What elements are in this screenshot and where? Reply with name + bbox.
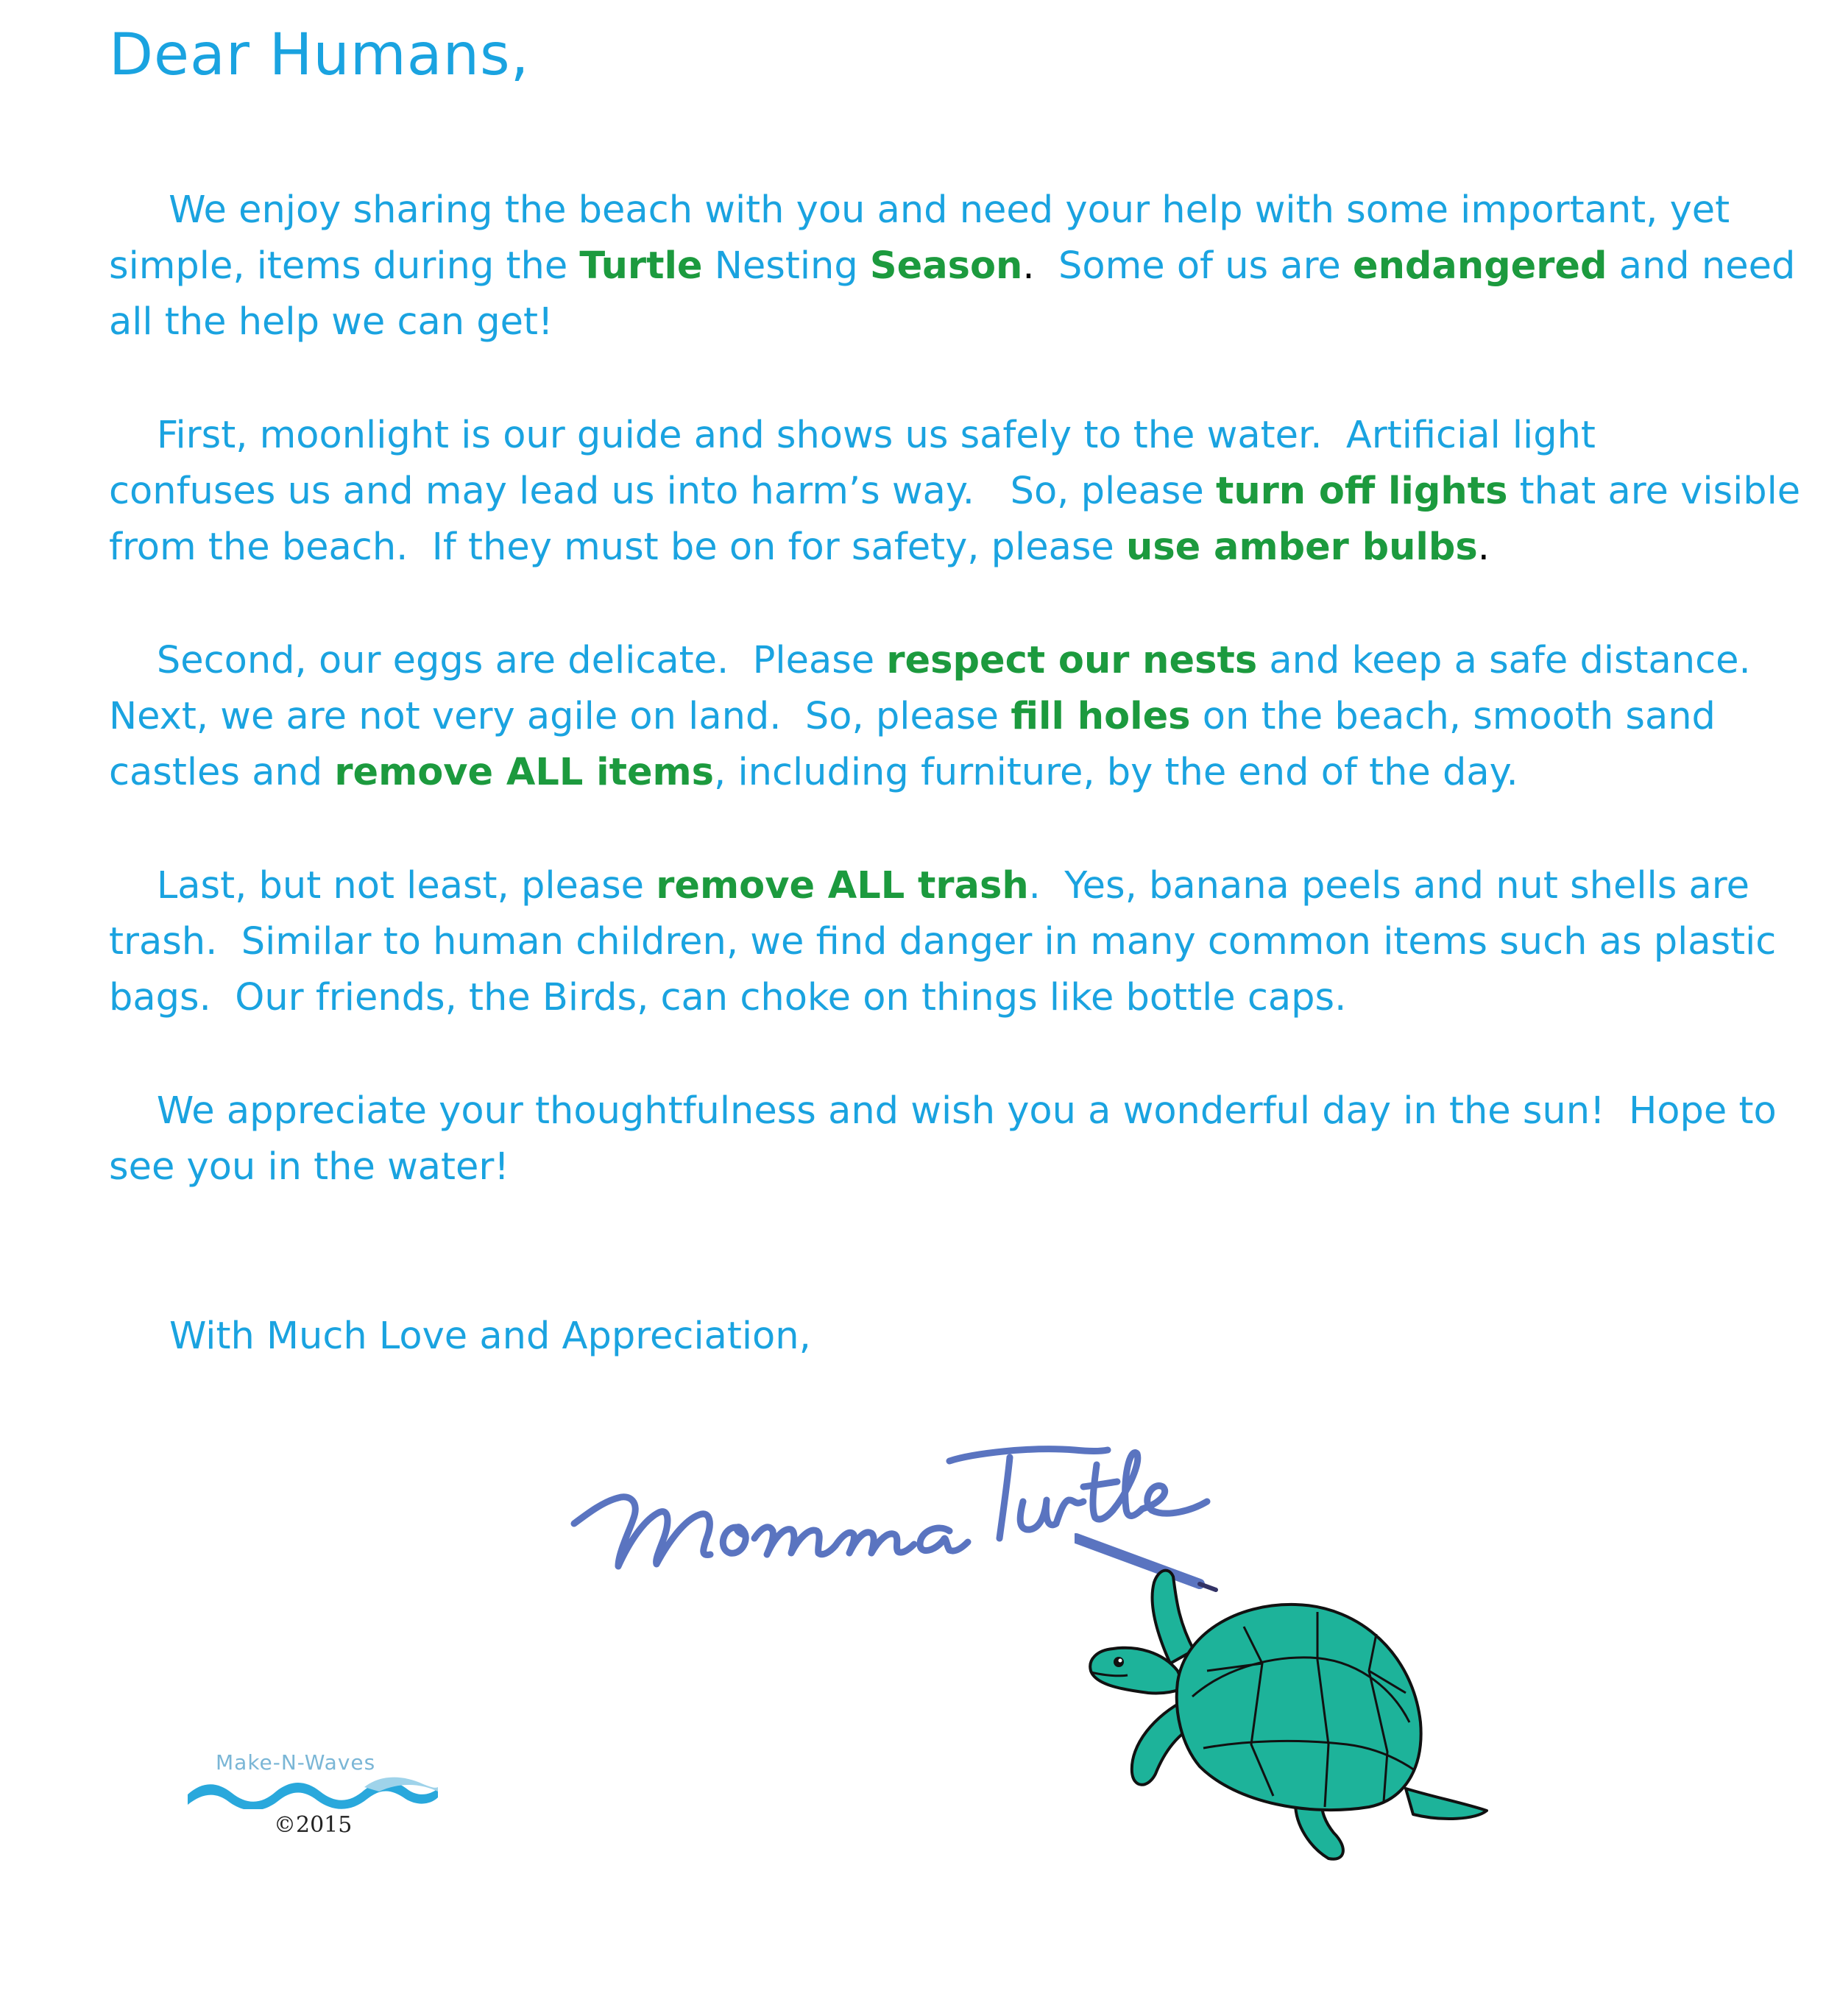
paragraph-text: Nesting: [702, 244, 870, 288]
paragraph-text: We appreciate your thoughtfulness and wish you a wonderful day in the sun! Hope to see you in the water!: [109, 1089, 1777, 1189]
paragraph-text: . Yes, banana peels and nut shells are trash. Similar to human children, we find danger in many common items such as plastic bags. Our friends, the Birds, can choke on things like bottle caps.: [109, 864, 1777, 1019]
paragraph-text: Some of us are: [1034, 244, 1354, 288]
paragraph-text: .: [1022, 244, 1035, 288]
highlighted-phrase: respect our nests: [886, 639, 1258, 682]
logo-text: Make-N-Waves: [216, 1750, 376, 1775]
highlighted-phrase: turn off lights: [1215, 470, 1508, 513]
paragraph-1: [109, 183, 1802, 350]
paragraph-text: that are visible from the beach. If they must be on for safety, please: [109, 470, 1801, 569]
highlighted-phrase: Season: [869, 244, 1023, 288]
highlighted-phrase: remove ALL items: [334, 751, 715, 794]
highlighted-phrase: endangered: [1353, 244, 1607, 288]
paragraph-2: [109, 408, 1802, 576]
paragraph-text: on the beach, smooth sand castles and: [109, 695, 1716, 794]
highlighted-phrase: use amber bulbs: [1126, 526, 1478, 569]
highlighted-phrase: remove ALL trash: [656, 864, 1029, 908]
paragraph-text: Last, but not least, please: [109, 864, 657, 908]
make-n-waves-logo: [188, 1750, 438, 1809]
paragraph-text: and keep a safe distance. Next, we are not very agile on land. So, please: [109, 639, 1751, 738]
highlighted-phrase: Turtle: [579, 244, 703, 288]
wave-logo: [188, 1772, 438, 1809]
paragraph-5: [109, 1083, 1802, 1195]
letter-closing: With Much Love and Appreciation,: [169, 1315, 811, 1358]
highlighted-phrase: fill holes: [1011, 695, 1191, 738]
paragraph-4: [109, 858, 1802, 1026]
sea-turtle-illustration: [1075, 1524, 1531, 1862]
paragraph-text: First, moonlight is our guide and shows us safely to the water. Artificial light confuses us and may lead us into harm’s way. So, please: [109, 414, 1596, 513]
paragraph-text: , including furniture, by the end of the day.: [714, 751, 1518, 794]
paragraph-text: Second, our eggs are delicate. Please: [109, 639, 887, 682]
paragraph-text: We enjoy sharing the beach with you and need your help with some important, yet simple, items during the: [109, 188, 1730, 288]
copyright-text: ©2015: [274, 1812, 353, 1838]
letter-greeting: Dear Humans,: [109, 22, 530, 88]
paragraph-text: .: [1477, 526, 1490, 569]
pen-icon: [1076, 1538, 1216, 1590]
paragraph-text: and need all the help we can get!: [109, 244, 1796, 344]
paragraph-3: [109, 633, 1802, 801]
